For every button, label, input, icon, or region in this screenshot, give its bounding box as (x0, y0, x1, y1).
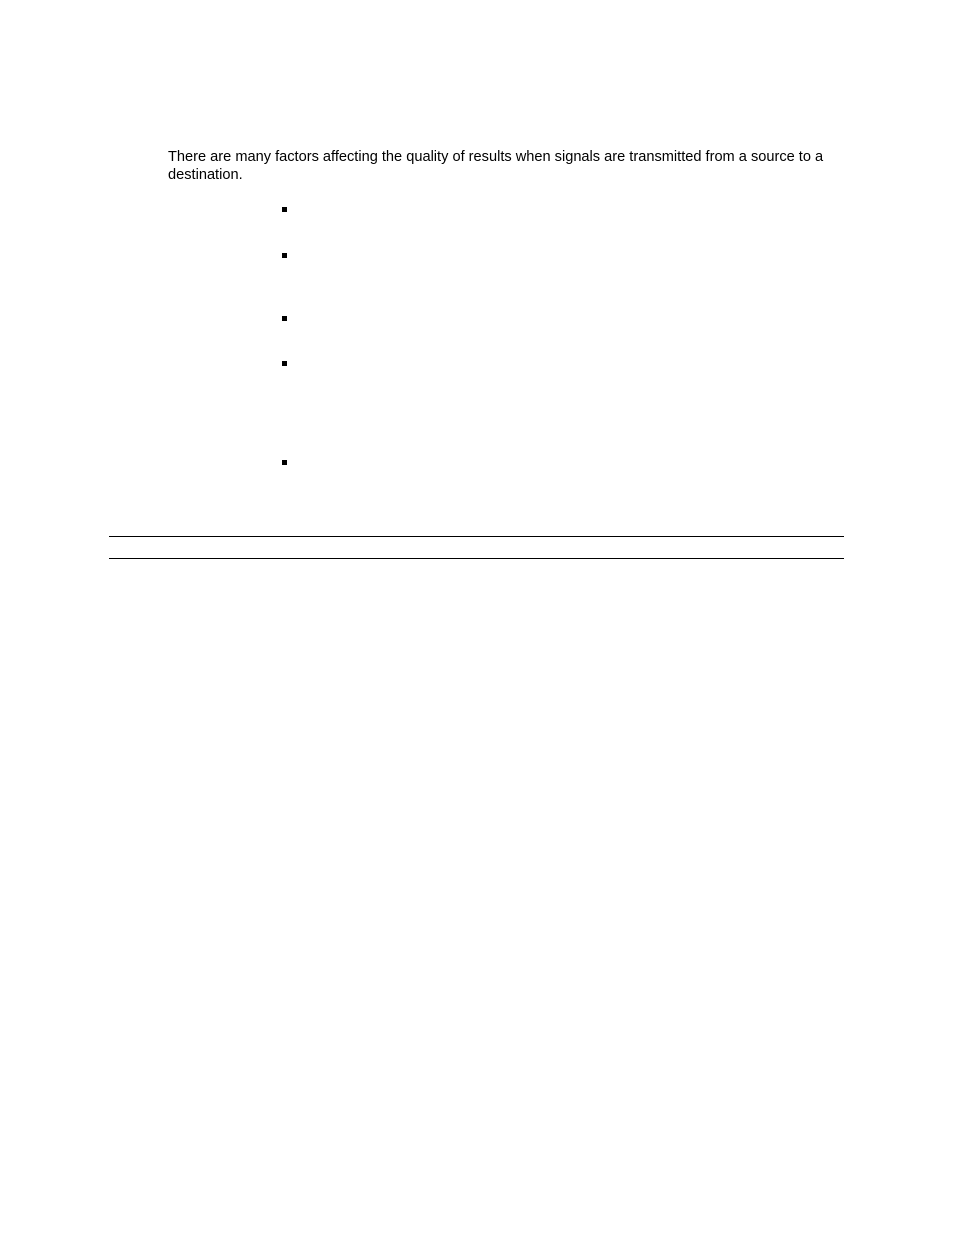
bullet-marker-icon (282, 361, 287, 366)
bullet-marker-icon (282, 207, 287, 212)
intro-paragraph: There are many factors affecting the quality of results when signals are transmitted from a source to a destination. (168, 149, 824, 183)
bullet-marker-icon (282, 316, 287, 321)
bullet-marker-icon (282, 460, 287, 465)
horizontal-rule-bottom (109, 558, 844, 559)
horizontal-rule-top (109, 536, 844, 537)
bullet-marker-icon (282, 253, 287, 258)
